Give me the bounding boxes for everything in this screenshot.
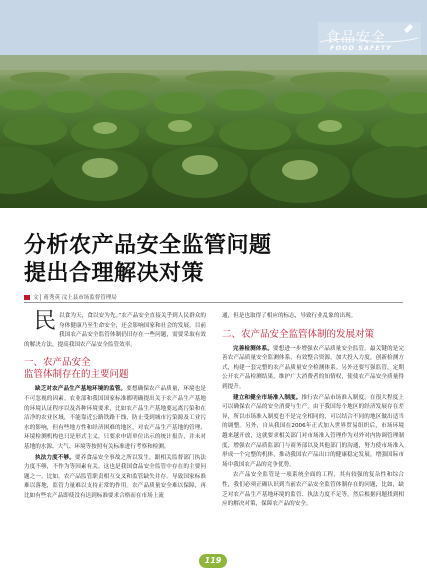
- paragraph-conclusion: 农产品安全监管是一项系统全面的工程，其有较强的复杂性和综合性，我们必须正确认识到当前农产品安全监管体制存在的问题，比如，缺乏对农产品生产基地环境的监管、执法力度不足等，然后根据问题找到相应的解决对策，保障农产品的安全。: [222, 472, 404, 508]
- left-column: [24, 309, 206, 503]
- title-line-2: 提出合理解决对策: [24, 261, 205, 286]
- paragraph-environment: [24, 385, 206, 452]
- intro-text: 以食为天，食以安为先。”农产品安全直接关乎到人民群众的身体健康乃至生命安全，还会影响国家和社会的发展。目前我国农产品安全监管体制仍旧存在一些问题，需要采取有效的解决方法，提高我国农产品安全监管效率。: [24, 313, 206, 348]
- paragraph-enforcement: [24, 454, 206, 502]
- paragraph-testing: [222, 345, 404, 393]
- byline-marker: [24, 295, 30, 300]
- paragraph-environment-text: 要想确保农产品质量，环境也是不可忽视的因素。农业部和我国国家标准都明确提出关于农产品生产基地的环境认证程序以及各种环境要求，比如农产品生产基地要远离污染和在洁净的农业区域，不能靠近公路铁路干线，防止受到城市污染源及工业污水的影响，但有些地方性和经济困难的地区，对农产品生产基地的管理、环境检测机构也只是形式主义，只要求申请单位出示的统计报告，并未对基地的水源、大气、环境等按照有关标准进行考察和检测。: [24, 386, 206, 450]
- paragraph-testing-text: 要想进一步增强农产品质量安全监管，最关键的是完善农产品质量安全监测体系，有效整合资源，加大投入力度，创新检测方式，构建一套完整的农产品质量安全检测体系。另外还要写强监管，定期公开农产品检测结果，维护广大消费者的知情权，使使农产品安全质量得到提升。: [222, 345, 404, 390]
- paragraph-testing-lead: 完善检测体系。: [233, 345, 273, 352]
- paragraph-enforcement-lead: 执法力度不够。: [35, 454, 75, 461]
- title-line-1: 分析农产品安全监管问题: [24, 233, 272, 258]
- byline: [24, 293, 117, 301]
- paragraph-market-access-text: 推行农产品市场准入制度，在很大程度上可以确保农产品的安全消费与生产。由于我国每个地区的经济发展存在差异，所以市场准入制度也不是完全相同的，可以结合不同的地区做出适当的调整。另外，自从我国在2006年正式加入世界贸易组织后，市场环境越来越开放，这就要求相关部门对市场准入管理作为对外对内协调管理制度，增强农产品质监部门与商务部以及其他部门的沟通，努力使市场准入形成一个完整的机体，推动我国农产品出口的健康稳定发展，增强国际市场中我国农产品的竞争优势。: [222, 394, 404, 468]
- intro-paragraph: [24, 309, 206, 350]
- drop-cap: 民: [34, 309, 57, 334]
- section-heading-1-line1: 一、农产品安全: [24, 357, 91, 369]
- paragraph-market-access-lead: 建立和健全市场准入制度。: [233, 394, 302, 401]
- paragraph-environment-lead: 缺乏对农产品生产基地环境的监管。: [35, 386, 127, 393]
- paragraph-market-access: [222, 394, 404, 471]
- section-tag-cn: 食品安全: [326, 30, 386, 46]
- paragraph-enforcement-text: 要养食品安全事故之所以发生，跟相关监督部门执法力度不够，不作为等因素有关。这也是我国食品安全监管中存在的主要问题之一。比如，农产品监管职责相互交叉和监管缺失并存。导致国家标准难以落地，监管力量难以支持正常的作用。农产品质量安全难以保障，再比如有些农产品即使没有达到标准要求合格而在市场上流: [24, 454, 206, 499]
- section-tag-en: FOOD SAFETY: [330, 44, 392, 52]
- byline-text: 文│ 蒋秀英 汶上县市场监督管理局: [33, 295, 117, 301]
- section-heading-1: [24, 357, 206, 381]
- paragraph-continued: 通，但是也取得了相应的标志，导致行业乱象的出现。: [222, 313, 357, 319]
- section-heading-2: 二、农产品安全监管体制的发展对策: [222, 328, 375, 340]
- section-heading-1-line2: 监管体制存在的主要问题: [24, 369, 129, 381]
- page-number: 119: [199, 554, 227, 568]
- right-column: [222, 312, 404, 511]
- article-title: [24, 232, 272, 288]
- title-divider: [24, 302, 403, 303]
